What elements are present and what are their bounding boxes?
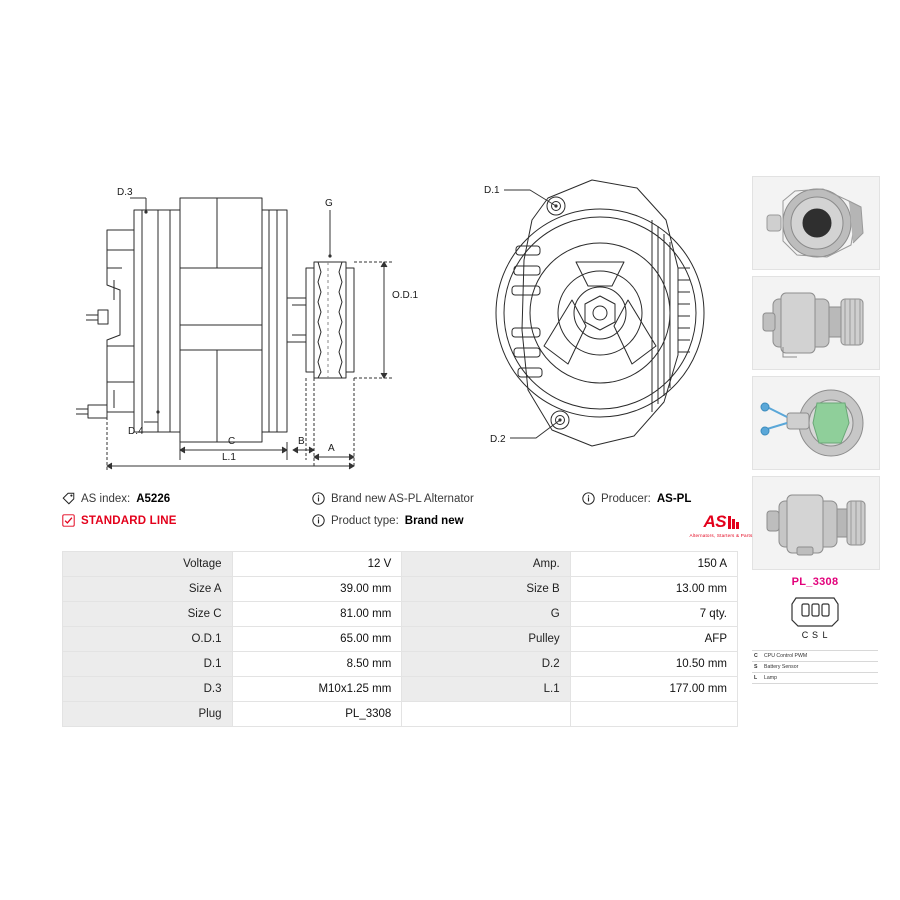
spec-label: L.1	[402, 677, 570, 702]
brand-text: Brand new AS-PL Alternator	[331, 492, 474, 505]
drawing-svg	[62, 150, 742, 480]
info-icon	[312, 514, 325, 527]
plug-legend-key: S	[754, 664, 758, 671]
alternator-photo-rear-connector[interactable]	[752, 376, 880, 470]
tag-icon	[62, 492, 75, 505]
spec-label: D.3	[63, 677, 233, 702]
label-d1: D.1	[484, 185, 500, 196]
plug-legend	[752, 650, 878, 684]
label-l1: L.1	[222, 452, 236, 463]
spec-label: Amp.	[402, 552, 570, 577]
plug-pin-s: S	[811, 630, 819, 640]
aspl-logo-subtitle: Alternators, Starters & Parts	[689, 533, 753, 538]
as-index-group	[62, 492, 312, 505]
plug-legend-row	[752, 650, 878, 661]
spec-value: 150 A	[570, 552, 737, 577]
standard-line-badge: STANDARD LINE	[81, 514, 177, 527]
spec-value: 10.50 mm	[570, 652, 737, 677]
table-row	[63, 602, 738, 627]
spec-value: AFP	[570, 627, 737, 652]
plug-diagram	[752, 576, 878, 684]
label-g: G	[325, 198, 333, 209]
plug-legend-text: CPU Control PWM	[764, 653, 808, 659]
aspl-logo-mark	[678, 512, 764, 532]
spec-value: 65.00 mm	[232, 627, 402, 652]
table-row	[63, 677, 738, 702]
plug-legend-row	[752, 672, 878, 684]
spec-label: D.2	[402, 652, 570, 677]
brand-group	[312, 492, 582, 505]
alternator-photo-front[interactable]	[752, 176, 880, 270]
plug-pin-c: C	[801, 630, 809, 640]
spec-value: 39.00 mm	[232, 577, 402, 602]
spec-empty-cell	[570, 702, 737, 727]
label-d2: D.2	[490, 434, 506, 445]
plug-shape-icon	[752, 592, 878, 640]
label-d4: D.4	[128, 426, 144, 437]
info-row-top	[62, 492, 738, 505]
spec-empty-cell	[402, 702, 570, 727]
aspl-logo-bars-icon	[728, 516, 739, 529]
as-index-value: A5226	[136, 492, 171, 505]
label-b: B	[298, 436, 305, 447]
spec-value: 13.00 mm	[570, 577, 737, 602]
spec-label: Pulley	[402, 627, 570, 652]
product-info-bar	[62, 492, 738, 536]
info-icon	[312, 492, 325, 505]
spec-label: O.D.1	[63, 627, 233, 652]
plug-title: PL_3308	[791, 576, 839, 588]
spec-value: 7 qty.	[570, 602, 737, 627]
spec-value: PL_3308	[232, 702, 402, 727]
alternator-photo-pulley-side[interactable]	[752, 276, 880, 370]
label-d3: D.3	[117, 187, 133, 198]
spec-value: 81.00 mm	[232, 602, 402, 627]
table-row	[63, 552, 738, 577]
spec-label: Size A	[63, 577, 233, 602]
label-od1: O.D.1	[392, 290, 419, 301]
standard-line-group	[62, 514, 312, 527]
spec-value: 12 V	[232, 552, 402, 577]
spec-value: 177.00 mm	[570, 677, 737, 702]
spec-label: G	[402, 602, 570, 627]
spec-label: D.1	[63, 652, 233, 677]
spec-value: 8.50 mm	[232, 652, 402, 677]
product-type-value: Brand new	[404, 514, 464, 527]
aspl-logo	[678, 512, 764, 538]
producer-value: AS-PL	[656, 492, 692, 505]
aspl-logo-text: AS	[703, 512, 727, 531]
check-box-icon	[62, 514, 75, 527]
specifications-table	[62, 551, 738, 727]
plug-pin-l: L	[822, 630, 828, 640]
spec-label: Size B	[402, 577, 570, 602]
product-type-label: Product type:	[331, 514, 399, 527]
table-row	[63, 702, 738, 727]
table-row	[63, 577, 738, 602]
info-row-bottom	[62, 514, 738, 527]
alternator-photo-side[interactable]	[752, 476, 880, 570]
spec-value: M10x1.25 mm	[232, 677, 402, 702]
info-icon	[582, 492, 595, 505]
plug-legend-row	[752, 661, 878, 672]
as-index-label: AS index:	[81, 492, 131, 505]
technical-drawings	[62, 150, 742, 480]
producer-group	[582, 492, 738, 505]
table-row	[63, 652, 738, 677]
plug-legend-key: L	[754, 675, 758, 682]
label-a: A	[328, 443, 335, 454]
thumbnail-gallery	[752, 176, 878, 684]
label-c: C	[228, 436, 236, 447]
spec-label: Voltage	[63, 552, 233, 577]
spec-label: Plug	[63, 702, 233, 727]
table-row	[63, 627, 738, 652]
producer-label: Producer:	[601, 492, 651, 505]
plug-legend-text: Battery Sensor	[764, 664, 799, 671]
spec-label: Size C	[63, 602, 233, 627]
product-type-group	[312, 514, 582, 527]
plug-legend-key: C	[754, 653, 758, 659]
plug-legend-text: Lamp	[764, 675, 777, 682]
